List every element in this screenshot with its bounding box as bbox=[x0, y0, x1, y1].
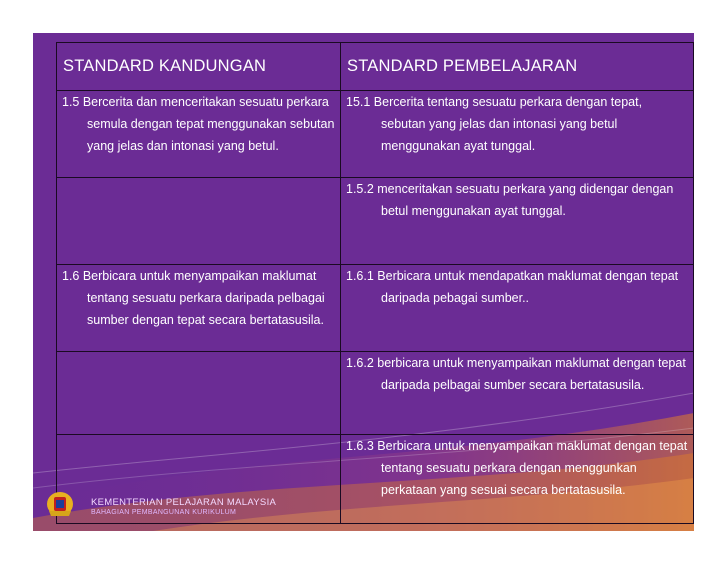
cell-pembelajaran bbox=[341, 435, 694, 524]
footer-organization bbox=[91, 497, 276, 516]
footer-org-name: KEMENTERIAN PELAJARAN MALAYSIA bbox=[91, 497, 277, 508]
slide bbox=[33, 33, 694, 531]
table-row bbox=[57, 91, 694, 178]
standard-pembelajaran-text: 1.5.2 menceritakan sesuatu perkara yang didengar dengan betul menggunakan ayat tunggal. bbox=[346, 182, 674, 218]
header-standard-kandungan: STANDARD KANDUNGAN bbox=[57, 43, 341, 91]
cell-pembelajaran bbox=[341, 178, 694, 265]
crest-logo-icon bbox=[45, 489, 75, 519]
table-row bbox=[57, 265, 694, 352]
cell-kandungan bbox=[57, 91, 341, 178]
cell-kandungan bbox=[57, 178, 341, 265]
standard-pembelajaran-text: 1.6.2 berbicara untuk menyampaikan maklumat dengan tepat daripada pelbagai sumber secara bertatasusila. bbox=[346, 356, 686, 392]
table-row bbox=[57, 352, 694, 435]
standard-kandungan-text: 1.6 Berbicara untuk menyampaikan maklumat tentang sesuatu perkara daripada pelbagai sumber dengan tepat secara bertatasusila. bbox=[62, 269, 325, 327]
cell-kandungan bbox=[57, 352, 341, 435]
standards-table bbox=[56, 42, 694, 524]
cell-pembelajaran bbox=[341, 91, 694, 178]
cell-kandungan bbox=[57, 265, 341, 352]
table-row bbox=[57, 178, 694, 265]
cell-pembelajaran bbox=[341, 265, 694, 352]
footer-org-sub: BAHAGIAN PEMBANGUNAN KURIKULUM bbox=[91, 509, 237, 516]
standard-kandungan-text: 1.5 Bercerita dan menceritakan sesuatu perkara semula dengan tepat menggunakan sebutan yang jelas dan intonasi yang betul. bbox=[62, 95, 335, 153]
standard-pembelajaran-text: 1.6.3 Berbicara untuk menyampaikan maklumat dengan tepat tentang sesuatu perkara dengan menggunkan perkataan yang sesuai secara bertatasusila. bbox=[346, 439, 688, 497]
standard-pembelajaran-text: 15.1 Bercerita tentang sesuatu perkara dengan tepat, sebutan yang jelas dan intonasi yang betul menggunakan ayat tunggal. bbox=[346, 95, 643, 153]
header-standard-pembelajaran: STANDARD PEMBELAJARAN bbox=[341, 43, 694, 91]
standard-pembelajaran-text: 1.6.1 Berbicara untuk mendapatkan maklumat dengan tepat daripada pebagai sumber.. bbox=[346, 269, 679, 305]
cell-pembelajaran bbox=[341, 352, 694, 435]
